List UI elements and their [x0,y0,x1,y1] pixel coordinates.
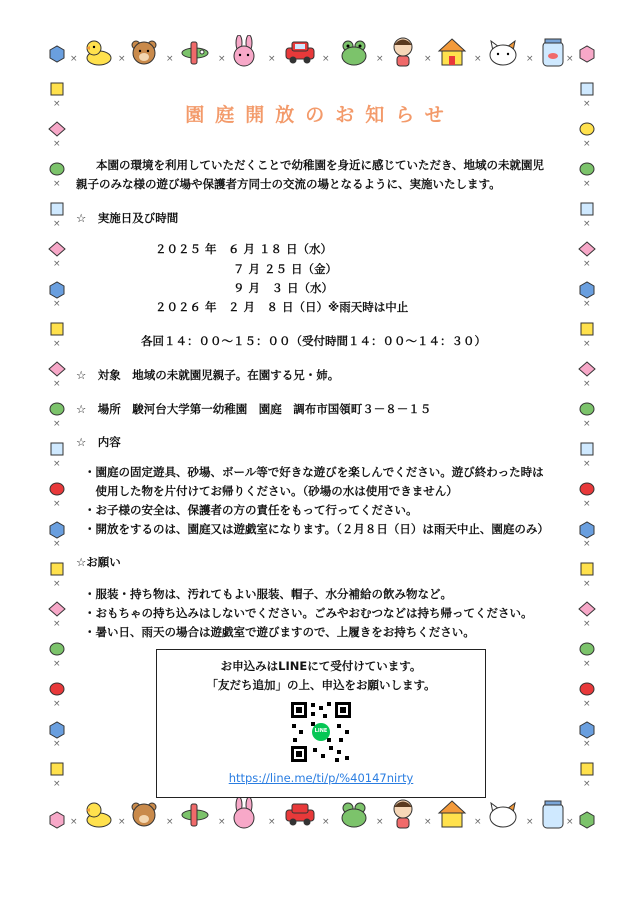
fishbowl-icon [540,798,566,830]
border-separator-mark: × [70,817,78,827]
block-icon [46,398,68,420]
border-separator-mark: × [166,817,174,827]
block-icon [46,638,68,660]
border-separator-mark: × [322,817,330,827]
block-icon [576,398,598,420]
border-separator-mark: × [218,54,226,64]
border-separator-mark: × [583,499,591,509]
border-separator-mark: × [53,99,61,109]
block-icon [46,808,68,830]
border-separator-mark: × [53,139,61,149]
border-separator-mark: × [583,259,591,269]
request-item: ・服装・持ち物は、汚れてもよい服装、帽子、水分補給の飲み物など。 [84,587,452,601]
car-icon [283,800,317,828]
block-icon [46,598,68,620]
block-icon [576,518,598,540]
frog-icon [338,798,370,830]
house-icon [436,36,468,68]
border-separator-mark: × [218,817,226,827]
border-separator-mark: × [53,339,61,349]
border-separator-mark: × [53,539,61,549]
block-icon [576,758,598,780]
block-icon [46,42,68,64]
block-icon [576,638,598,660]
border-separator-mark: × [118,54,126,64]
border-separator-mark: × [53,379,61,389]
border-separator-mark: × [583,299,591,309]
border-separator-mark: × [583,139,591,149]
border-separator-mark: × [53,499,61,509]
cat-icon [486,36,520,68]
border-separator-mark: × [53,179,61,189]
border-separator-mark: × [583,619,591,629]
block-icon [46,518,68,540]
border-separator-mark: × [53,299,61,309]
rabbit-icon [228,796,260,830]
block-icon [46,758,68,780]
border-separator-mark: × [166,54,174,64]
airplane-icon [178,36,212,68]
block-icon [576,438,598,460]
border-separator-mark: × [566,54,574,64]
block-icon [46,278,68,300]
bear-icon [128,798,160,830]
block-icon [46,318,68,340]
border-separator-mark: × [53,659,61,669]
border-separator-mark: × [583,99,591,109]
block-icon [576,78,598,100]
bear-icon [128,36,160,68]
qr-code[interactable] [289,700,353,764]
rabbit-icon [228,34,260,68]
border-separator-mark: × [583,379,591,389]
block-icon [46,158,68,180]
content-item: 使用した物を片付けてお帰りください。（砂場の水は使用できません） [84,484,458,498]
border-separator-mark: × [53,619,61,629]
block-icon [576,318,598,340]
block-icon [576,238,598,260]
frog-icon [338,36,370,68]
schedule-time: 各回１４：００～１５：００（受付時間１４：００～１４：３０） [141,334,486,348]
block-icon [576,558,598,580]
border-separator-mark: × [268,54,276,64]
content-heading: ☆ 内容 [76,435,121,449]
request-item: ・暑い日、雨天の場合は遊戯室で遊びますので、上履きをお持ちください。 [84,625,475,639]
border-separator-mark: × [376,54,384,64]
block-icon [46,558,68,580]
border-separator-mark: × [474,54,482,64]
border-separator-mark: × [376,817,384,827]
schedule-date: ９ 月 ３ 日（水） [233,281,334,295]
page-title: 園庭開放のお知らせ [185,104,455,126]
border-separator-mark: × [583,419,591,429]
application-line: お申込みはLINEにて受付けています。 [220,659,422,673]
border-separator-mark: × [583,539,591,549]
content-item: ・園庭の固定遊具、砂場、ボール等で好きな遊びを楽しんでください。遊び終わった時は [84,465,544,479]
request-item: ・おもちゃの持ち込みはしないでください。ごみやおむつなどは持ち帰ってください。 [84,606,533,620]
child-icon [388,36,418,68]
airplane-icon [178,798,212,830]
block-icon [576,198,598,220]
border-separator-mark: × [53,739,61,749]
application-line: 「友だち追加」の上、申込をお願いします。 [206,678,436,692]
border-separator-mark: × [53,459,61,469]
house-icon [436,798,468,830]
duck-icon [82,798,114,830]
block-icon [46,478,68,500]
border-separator-mark: × [583,219,591,229]
block-icon [576,278,598,300]
border-separator-mark: × [583,739,591,749]
border-separator-mark: × [424,817,432,827]
block-icon [46,718,68,740]
content-item: ・開放をするのは、園庭又は遊戯室になります。（２月８日（日）は雨天中止、園庭のみ） [84,522,549,536]
intro-line: 本園の環境を利用していただくことで幼稚園を身近に感じていただき、地域の未就園児 [96,158,545,172]
border-separator-mark: × [424,54,432,64]
border-separator-mark: × [583,459,591,469]
target-line: ☆ 対象 地域の未就園児親子。在園する兄・姉。 [76,368,340,382]
duck-icon [82,36,114,68]
cat-icon [486,798,520,830]
block-icon [46,238,68,260]
border-separator-mark: × [53,699,61,709]
schedule-date: ２０２５ 年 ６ 月 １８ 日（水） [155,242,333,256]
fishbowl-icon [540,36,566,68]
schedule-date: ２０２６ 年 ２ 月 ８ 日（日）※雨天時は中止 [155,300,409,314]
place-line: ☆ 場所 駿河台大学第一幼稚園 園庭 調布市国領町３－８－１５ [76,402,432,416]
border-separator-mark: × [70,54,78,64]
border-separator-mark: × [583,659,591,669]
block-icon [576,808,598,830]
border-separator-mark: × [268,817,276,827]
application-box [156,649,486,798]
schedule-heading: ☆ 実施日及び時間 [76,211,179,225]
content-item: ・お子様の安全は、保護者の方の責任をもって行ってください。 [84,503,418,517]
border-separator-mark: × [322,54,330,64]
block-icon [576,42,598,64]
requests-heading: ☆お願い [76,555,121,569]
border-separator-mark: × [583,179,591,189]
child-icon [388,798,418,830]
border-separator-mark: × [566,817,574,827]
border-separator-mark: × [474,817,482,827]
border-separator-mark: × [583,699,591,709]
border-separator-mark: × [526,817,534,827]
schedule-date: ７ 月 ２５ 日（金） [233,262,338,276]
block-icon [576,158,598,180]
border-separator-mark: × [526,54,534,64]
line-badge: LINE [314,728,328,734]
block-icon [576,678,598,700]
border-separator-mark: × [583,339,591,349]
block-icon [46,78,68,100]
car-icon [283,38,317,66]
block-icon [46,198,68,220]
border-separator-mark: × [583,579,591,589]
block-icon [46,358,68,380]
block-icon [576,718,598,740]
border-separator-mark: × [583,779,591,789]
block-icon [46,678,68,700]
block-icon [576,598,598,620]
border-separator-mark: × [53,219,61,229]
border-separator-mark: × [53,259,61,269]
block-icon [576,478,598,500]
border-separator-mark: × [53,419,61,429]
border-separator-mark: × [53,779,61,789]
border-separator-mark: × [118,817,126,827]
block-icon [46,438,68,460]
line-url-link[interactable]: https://line.me/ti/p/%40147nirty [228,771,414,785]
intro-line: 親子のみな様の遊び場や保護者方同士の交流の場となるように、実施いたします。 [76,177,501,191]
block-icon [576,358,598,380]
border-separator-mark: × [53,579,61,589]
